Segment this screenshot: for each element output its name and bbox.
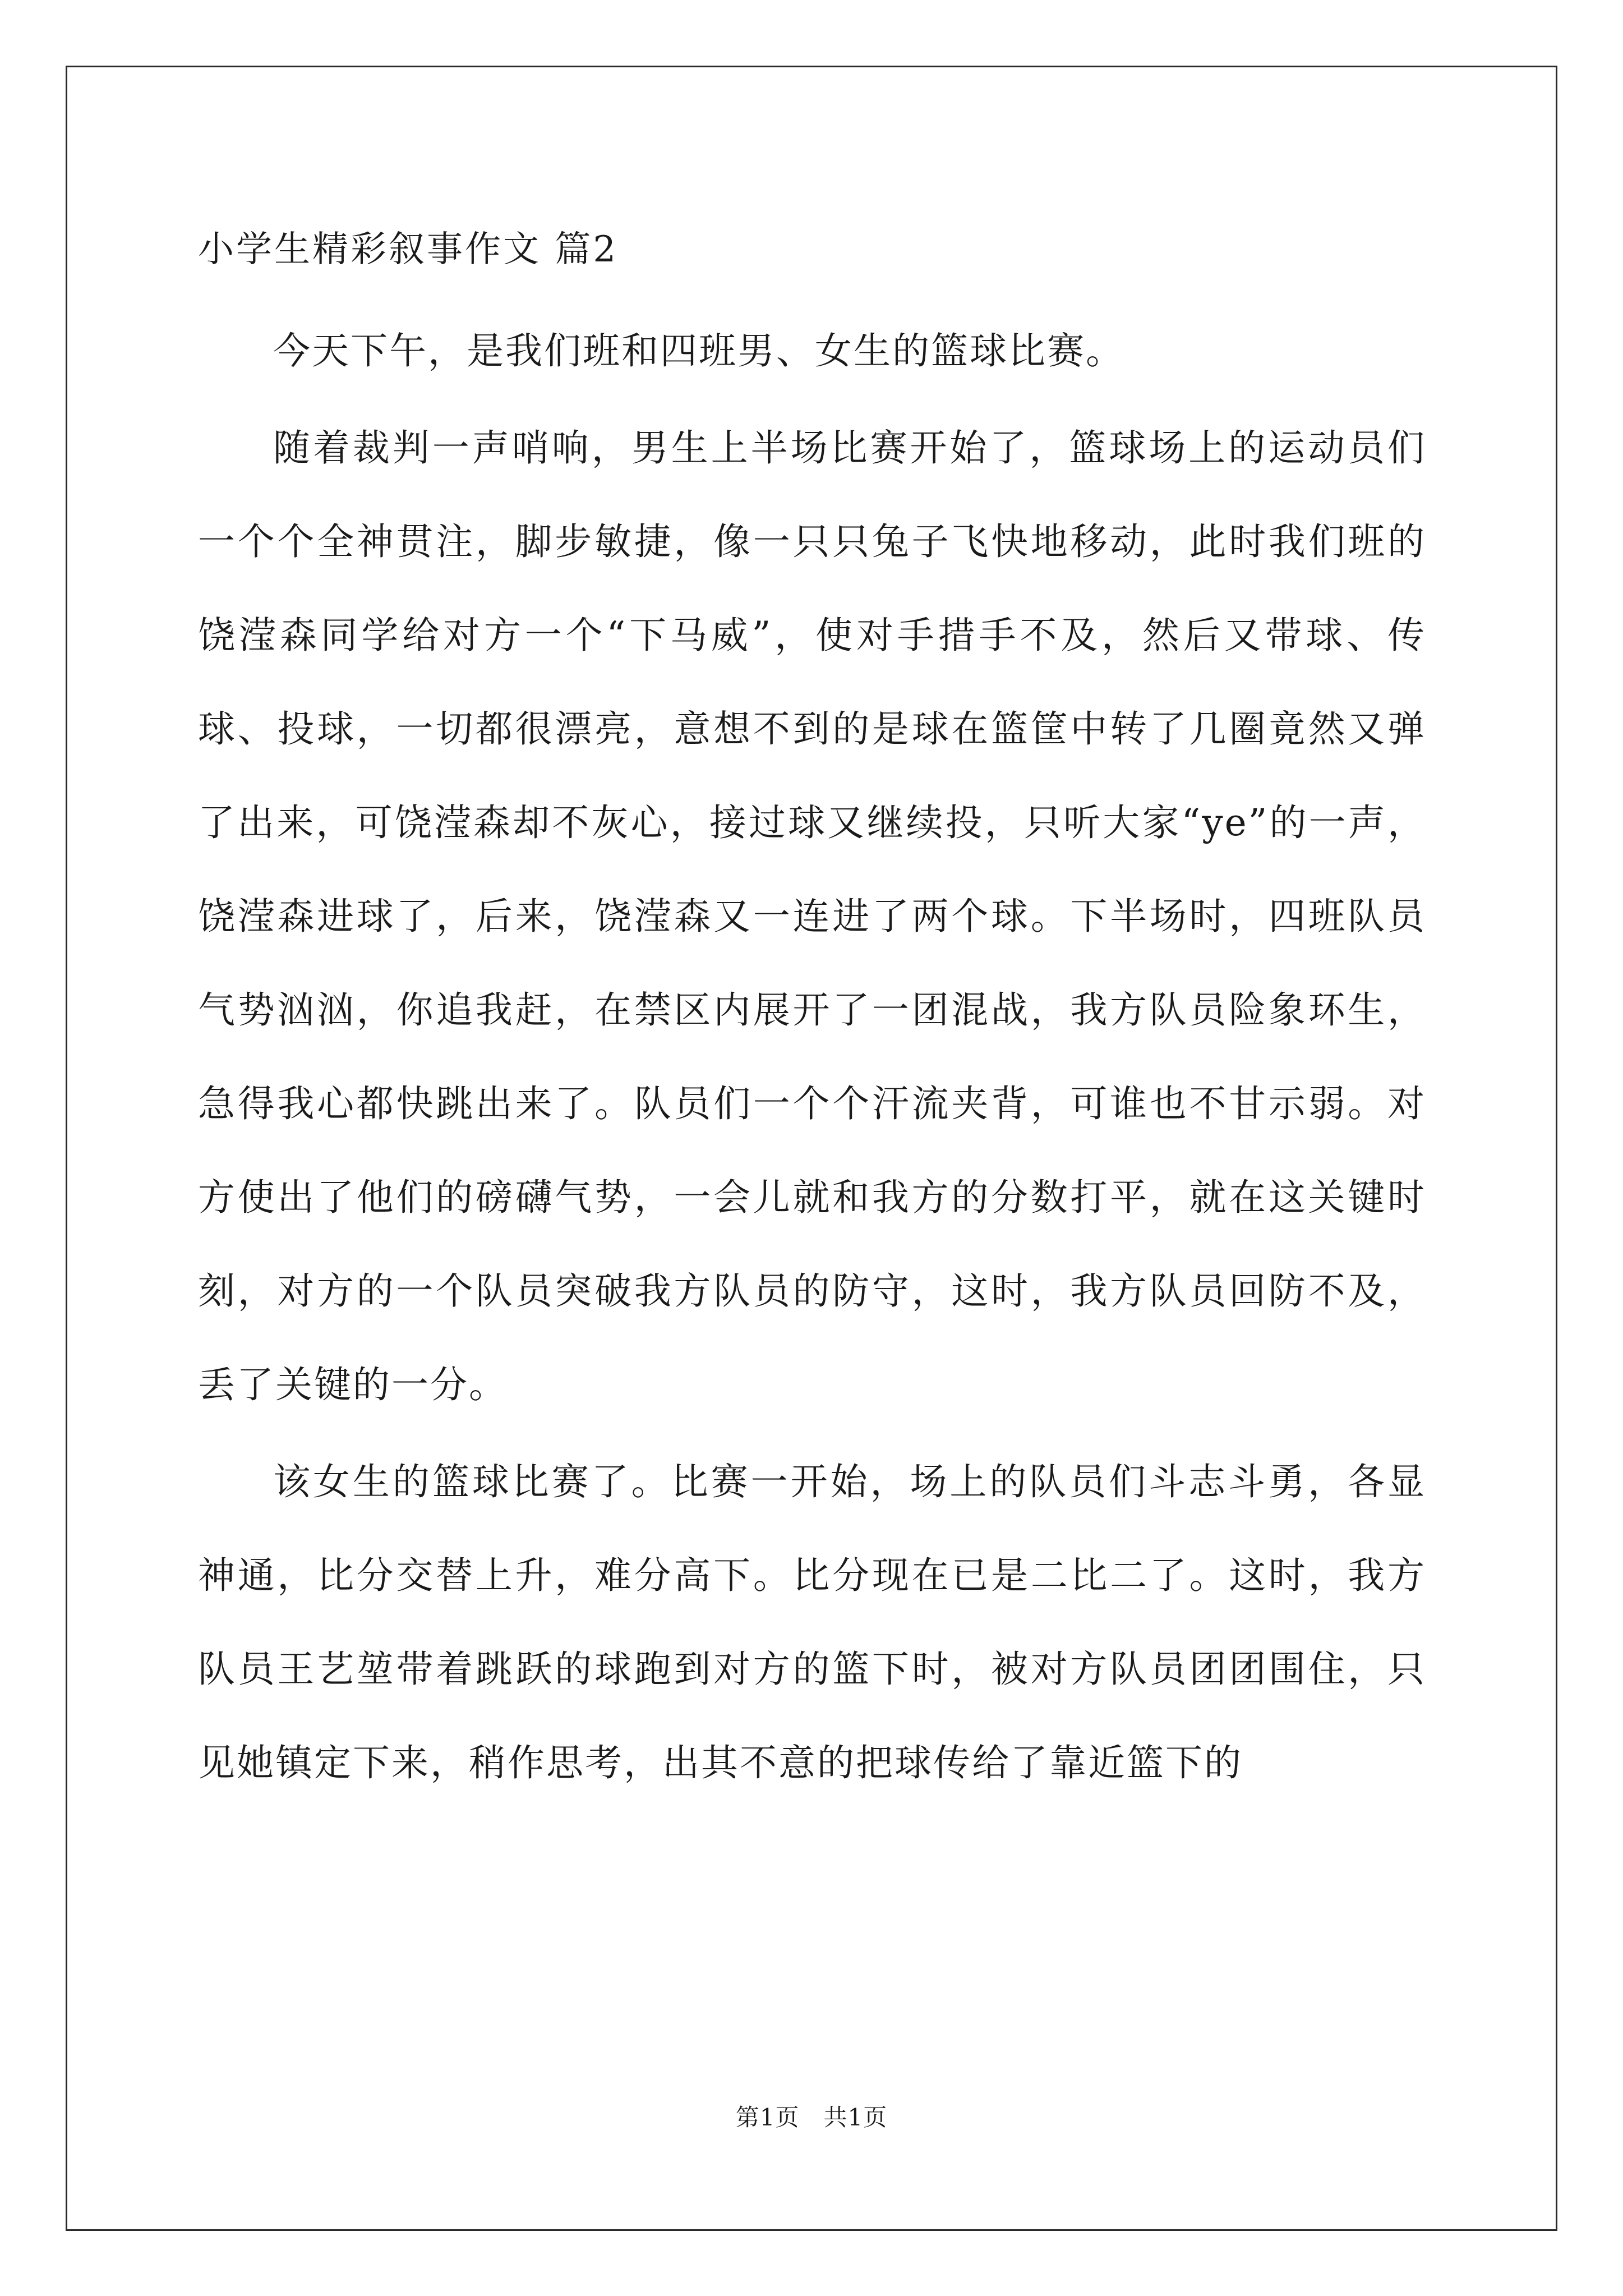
paragraph-2: 随着裁判一声哨响，男生上半场比赛开始了，篮球场上的运动员们一个个全神贯注，脚步敏捷，像一只只兔子飞快地移动，此时我们班的饶滢森同学给对方一个“下马威”，使对手措手不及，然后又带球、传球、投球，一切都很漂亮，意想不到的是球在篮筐中转了几圈竟然又弹了出来，可饶滢森却不灰心，接过球又继续投，只听大家“ye”的一声，饶滢森进球了，后来，饶滢森又一连进了两个球。下半场时，四班队员气势汹汹，你追我赶，在禁区内展开了一团混战，我方队员险象环生，急得我心都快跳出来了。队员们一个个汗流夹背，可谁也不甘示弱。对方使出了他们的磅礴气势，一会儿就和我方的分数打平，就在这关键时刻，对方的一个队员突破我方队员的防守，这时，我方队员回防不及，丢了关键的一分。 xyxy=(198,426,1426,1406)
document-body xyxy=(198,222,1426,1813)
paragraph-3: 该女生的篮球比赛了。比赛一开始，场上的队员们斗志斗勇，各显神通，比分交替上升，难分高下。比分现在已是二比二了。这时，我方队员王艺堃带着跳跃的球跑到对方的篮下时，被对方队员团团围住，只见她镇定下来，稍作思考，出其不意的把球传给了靠近篮下的 xyxy=(198,1460,1426,1784)
paragraph-1: 今天下午，是我们班和四班男、女生的篮球比赛。 xyxy=(273,329,1124,372)
document-title: 小学生精彩叙事作文 篇2 xyxy=(198,229,619,270)
page-number-footer: 第1页 共1页 xyxy=(735,2104,888,2131)
